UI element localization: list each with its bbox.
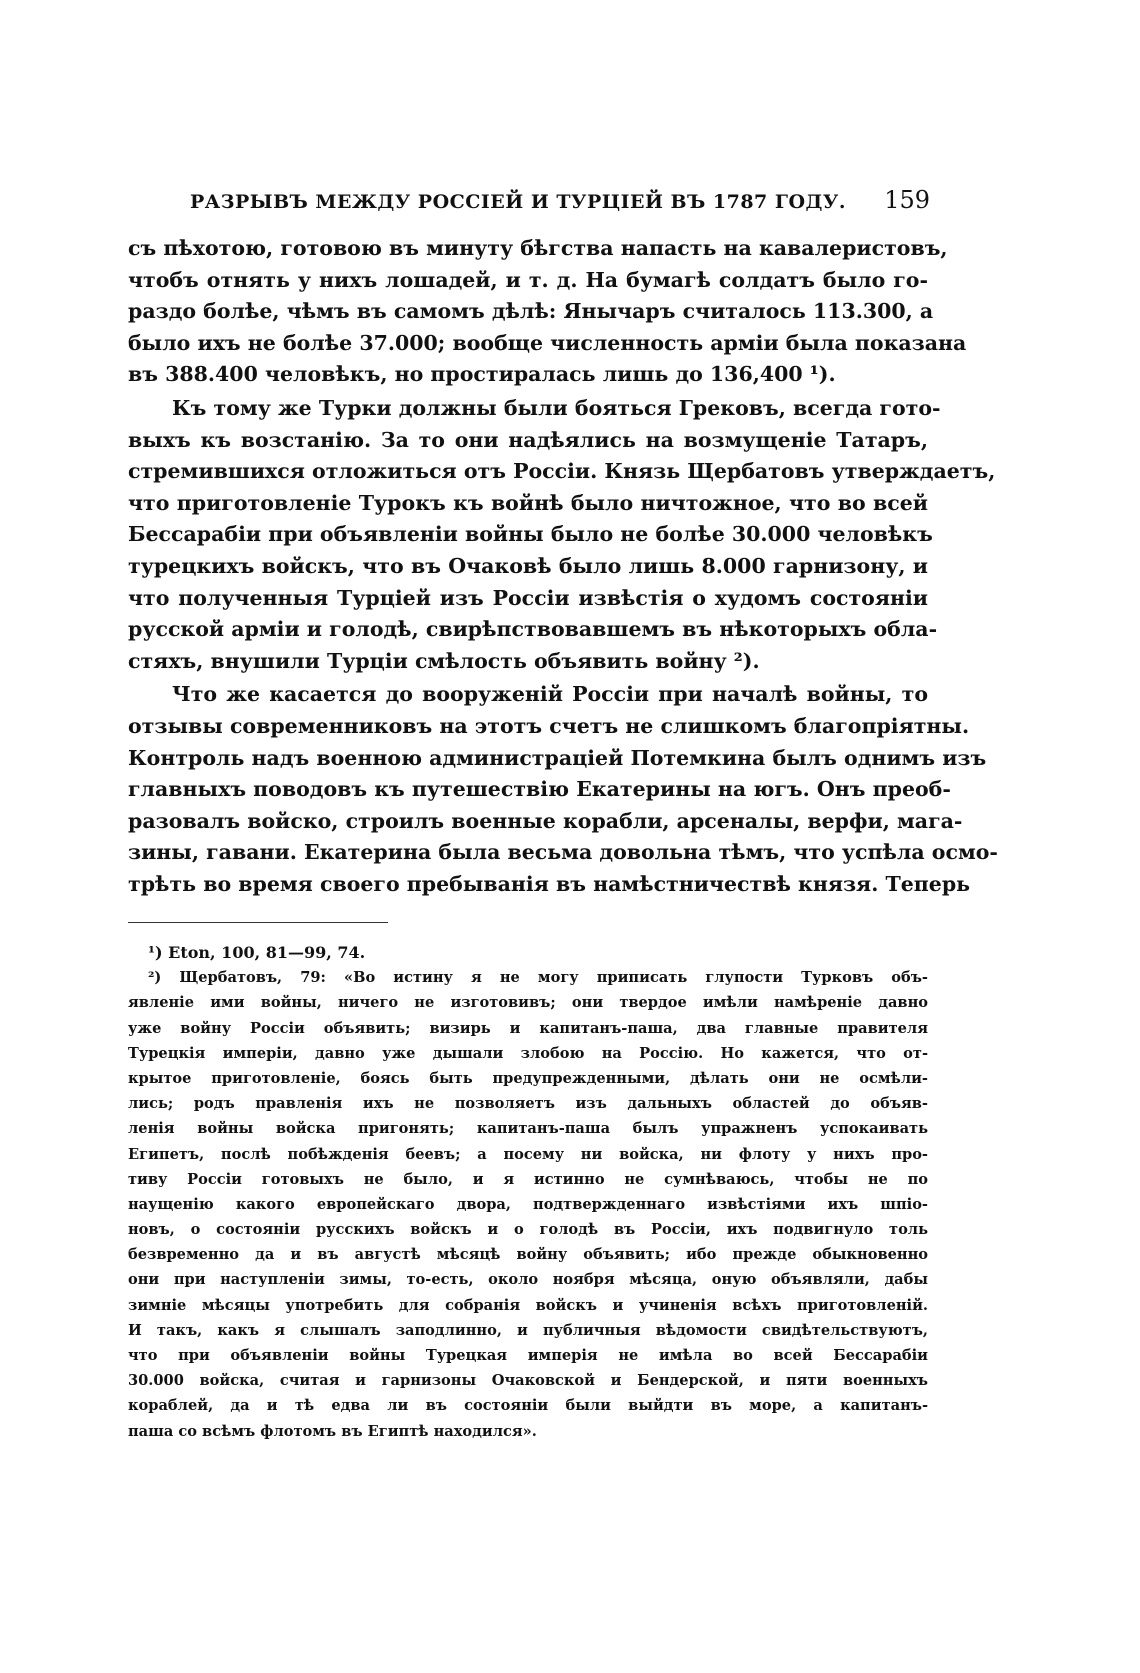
footnote-line: наущенію какого европейскаго двора, подтвержденнаго извѣстіями ихъ шпіо- [128,1195,928,1213]
text-line: стяхъ, внушили Турціи смѣлость объявить войну ²). [128,648,760,673]
footnote-line: явленіе ими войны, ничего не изготовивъ; они твердое имѣли намѣреніе давно [128,994,928,1012]
text-line: трѣть во время своего пребыванія въ намѣстничествѣ князя. Теперь [128,871,971,896]
text-line: турецкихъ войскъ, что въ Очаковѣ было лишь 8.000 гарнизону, и [128,553,928,578]
paragraph-3 [128,679,998,900]
footnote-line: И такъ, какъ я слышалъ заподлинно, и публичныя вѣдомости свидѣтельствуютъ, [128,1321,928,1339]
paragraph-1 [128,233,967,391]
text-line: что приготовленіе Турокъ къ войнѣ было ничтожное, что во всей [128,490,928,515]
footnote-line: крытое приготовленіе, боясь быть предупрежденными, дѣлать они не осмѣли- [128,1069,928,1087]
footnotes [128,940,928,1444]
footnote-line: ленія войны войска пригонять; капитанъ-паша былъ упражненъ успокаивать [128,1120,928,1138]
footnote-2 [128,965,928,1444]
footnote-line: что при объявленіи войны Турецкая имперія не имѣла во всей Бессарабіи [128,1347,928,1364]
footnote-line: ²) Щербатовъ, 79: «Во истину я не могу приписать глупости Турковъ объ- [148,969,928,987]
text-line: Къ тому же Турки должны были бояться Грековъ, всегда гото- [172,395,941,420]
text-line: Что же касается до вооруженій Россіи при началѣ войны, то [172,682,928,707]
footnote-line: зимніе мѣсяцы употребить для собранія войскъ и учиненія всѣхъ приготовленій. [128,1296,928,1314]
running-head-title: РАЗРЫВЪ МЕЖДУ РОССІЕЙ И ТУРЦІЕЙ ВЪ 1787 ГОДУ. [190,191,846,213]
text-line: главныхъ поводовъ къ путешествію Екатерины на югъ. Онъ преоб- [128,777,951,802]
main-text [128,233,998,900]
footnote-line: 30.000 войска, считая и гарнизоны Очаковской и Бендерской, и пяти военныхъ [128,1372,928,1390]
text-line: разовалъ войско, строилъ военные корабли, арсеналы, верфи, мага- [128,808,963,833]
footnote-line: они при наступленіи зимы, то-есть, около ноября мѣсяца, оную объявляли, дабы [128,1271,928,1289]
footnote-line: паша со всѣмъ флотомъ въ Египтѣ находился». [128,1422,537,1440]
text-line: Бессарабіи при объявленіи войны было не болѣе 30.000 человѣкъ [128,522,933,547]
footnote-line: новъ, о состояніи русскихъ войскъ и о голодѣ въ Россіи, ихъ подвигнуло толь [128,1221,928,1239]
text-line: было ихъ не болѣе 37.000; вообще численность арміи была показана [128,330,967,355]
footnote-line: Египетъ, послѣ побѣжденія беевъ; а посему ни войска, ни флоту у нихъ про- [128,1145,928,1163]
text-line: отзывы современниковъ на этотъ счетъ не слишкомъ благопріятны. [128,713,970,738]
paragraph-2 [128,393,996,677]
footnote-line: тиву Россіи готовыхъ не было, и я истинно не сумнѣваюсь, чтобы не по [128,1170,928,1188]
running-head [190,186,930,214]
text-line: съ пѣхотою, готовою въ минуту бѣгства напасть на кавалеристовъ, [128,236,948,260]
footnote-line: Турецкія имперіи, давно уже дышали злобою на Россію. Но кажется, что от- [128,1044,928,1062]
text-line: въ 388.400 человѣкъ, но простиралась лишь до 136,400 ¹). [128,362,836,387]
footnote-line: уже войну Россіи объявить; визирь и капитанъ-паша, два главные правителя [128,1019,928,1037]
text-line: чтобъ отнять у нихъ лошадей, и т. д. На бумагѣ солдатъ было го- [128,267,928,292]
text-line: зины, гавани. Екатерина была весьма довольна тѣмъ, что успѣла осмо- [128,840,998,865]
text-line: стремившихся отложиться отъ Россіи. Князь Щербатовъ утверждаетъ, [128,459,996,484]
text-line: Контроль надъ военною администраціей Потемкина былъ однимъ изъ [128,745,987,770]
text-line: выхъ къ возстанію. За то они надѣялись на возмущеніе Татаръ, [128,427,928,452]
footnote-separator [128,922,388,923]
footnote-line: кораблей, да и тѣ едва ли въ состояніи были выйдти въ море, а капитанъ- [128,1397,928,1415]
text-line: русской арміи и голодѣ, свирѣпствовавшемъ въ нѣкоторыхъ обла- [128,617,938,642]
footnote-line: безвременно да и въ августѣ мѣсяцѣ войну объявить; ибо прежде обыкновенно [128,1246,928,1264]
text-line: раздо болѣе, чѣмъ въ самомъ дѣлѣ: Янычаръ считалось 113.300, а [128,299,934,324]
page-number: 159 [884,186,930,214]
footnote-1: ¹) Eton, 100, 81—99, 74. [148,943,366,962]
footnote-line: лись; родъ правленія ихъ не позволяетъ изъ дальныхъ областей до объяв- [128,1095,928,1113]
text-line: что полученныя Турціей изъ Россіи извѣстія о худомъ состояніи [128,585,928,610]
